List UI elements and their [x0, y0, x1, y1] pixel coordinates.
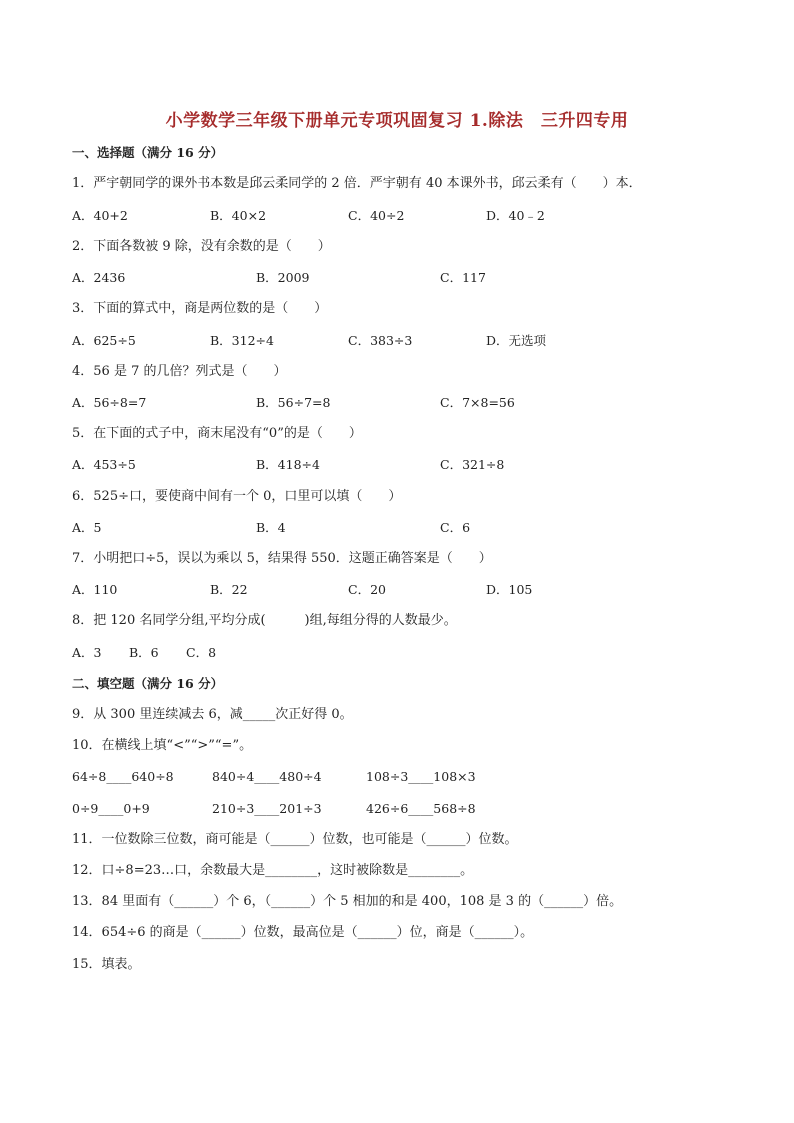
question-5-option-b: B．418÷4: [256, 457, 320, 472]
question-7-option-b: B．22: [210, 582, 248, 597]
question-9: 9．从 300 里连续减去 6，减_____次正好得 0。: [72, 707, 353, 722]
question-2-stem: 2．下面各数被 9 除，没有余数的是（ ）: [72, 239, 331, 254]
question-3-option-d: D．无选项: [486, 333, 547, 348]
question-15: 15．填表。: [72, 957, 141, 972]
question-1-option-b: B．40×2: [210, 208, 267, 223]
question-8-option-a: A．3: [72, 645, 102, 660]
question-12: 12．口÷8=23…口，余数最大是________，这时被除数是________。: [72, 863, 474, 878]
question-3-option-b: B．312÷4: [210, 333, 274, 348]
question-1-option-a: A．40+2: [72, 208, 128, 223]
question-8-stem: 8．把 120 名同学分组,平均分成( )组,每组分得的人数最少。: [72, 613, 457, 628]
question-4-stem: 4．56 是 7 的几倍？列式是（ ）: [72, 364, 287, 379]
question-10-stem: 10．在横线上填“<”“>”“=”。: [72, 738, 253, 753]
question-7-stem: 7．小明把口÷5，误以为乘以 5，结果得 550．这题正确答案是（ ）: [72, 551, 492, 566]
question-3-stem: 3．下面的算式中，商是两位数的是（ ）: [72, 301, 328, 316]
question-10-item-5: 210÷3____201÷3: [212, 801, 322, 816]
question-2-option-c: C．117: [440, 270, 486, 285]
question-1-option-c: C．40÷2: [348, 208, 405, 223]
question-1-stem: 1．严宇朝同学的课外书本数是邱云柔同学的 2 倍．严宇朝有 40 本课外书，邱云柔有（ ）本．: [72, 176, 642, 191]
section-heading-choice: 一、选择题（满分 16 分）: [72, 145, 224, 160]
question-4-option-a: A．56÷8=7: [72, 395, 147, 410]
question-2-option-b: B．2009: [256, 270, 310, 285]
question-8-option-c: C．8: [186, 645, 217, 660]
question-7-option-d: D．105: [486, 582, 533, 597]
question-6-stem: 6．525÷口，要使商中间有一个 0，口里可以填（ ）: [72, 489, 402, 504]
question-7-option-c: C．20: [348, 582, 386, 597]
question-10-item-2: 840÷4____480÷4: [212, 769, 322, 784]
question-5-option-a: A．453÷5: [72, 457, 136, 472]
question-6-option-c: C．6: [440, 520, 471, 535]
question-10-item-4: 0÷9____0+9: [72, 801, 150, 816]
question-1-option-d: D．40﹣2: [486, 208, 545, 223]
question-2-option-a: A．2436: [72, 270, 126, 285]
page-title: 小学数学三年级下册单元专项巩固复习 1.除法 三升四专用: [165, 111, 629, 131]
question-13: 13．84 里面有（______）个 6，（______）个 5 相加的和是 400，108 是 3 的（______）倍。: [72, 894, 623, 909]
question-4-option-b: B．56÷7=8: [256, 395, 331, 410]
question-6-option-a: A．5: [72, 520, 102, 535]
question-10-item-3: 108÷3____108×3: [366, 769, 476, 784]
question-6-option-b: B．4: [256, 520, 286, 535]
question-4-option-c: C．7×8=56: [440, 395, 515, 410]
question-8-option-b: B．6: [129, 645, 159, 660]
question-5-option-c: C．321÷8: [440, 457, 505, 472]
question-11: 11．一位数除三位数，商可能是（______）位数，也可能是（______）位数。: [72, 832, 518, 847]
question-10-item-1: 64÷8____640÷8: [72, 769, 174, 784]
question-14: 14．654÷6 的商是（______）位数，最高位是（______）位，商是（______）。: [72, 925, 534, 940]
question-3-option-a: A．625÷5: [72, 333, 136, 348]
question-3-option-c: C．383÷3: [348, 333, 413, 348]
question-7-option-a: A．110: [72, 582, 118, 597]
question-10-item-6: 426÷6____568÷8: [366, 801, 476, 816]
section-heading-fill-in: 二、填空题（满分 16 分）: [72, 676, 224, 691]
question-5-stem: 5．在下面的式子中，商末尾没有“0”的是（ ）: [72, 426, 362, 441]
